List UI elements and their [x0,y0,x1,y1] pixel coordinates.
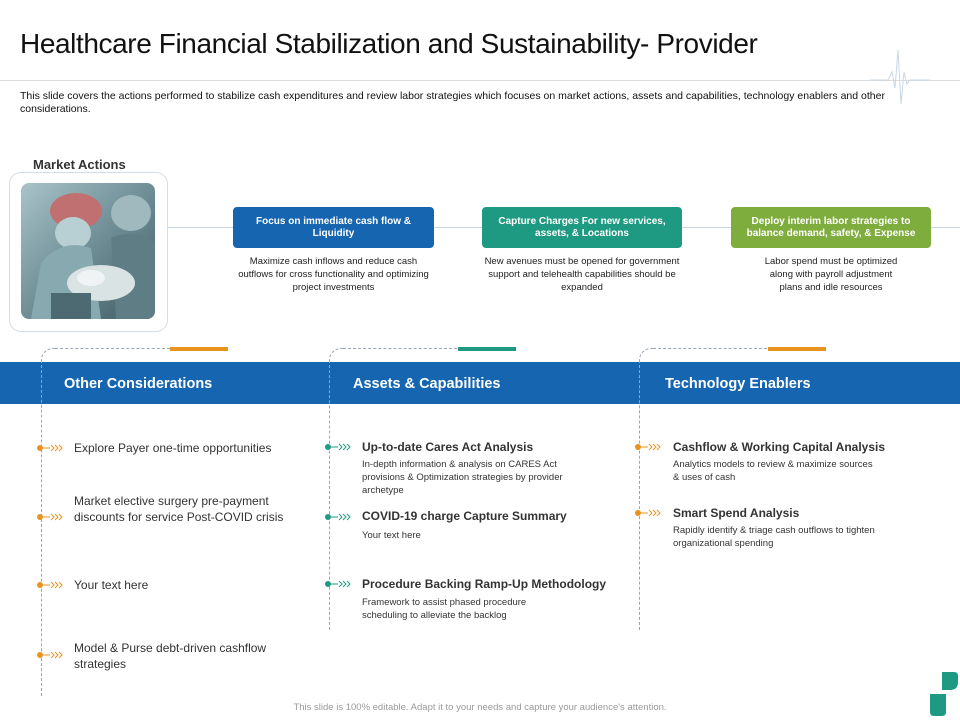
arrow-bullet-icon [324,512,354,522]
tech-item-text: Analytics models to review & maximize sources & uses of cash [673,459,873,483]
arrow-bullet-icon [324,442,354,452]
market-action-heading: Capture Charges For new services, assets, & Locations [498,215,666,239]
column-line [329,360,330,630]
tech-item-heading: Smart Spend Analysis [673,506,800,520]
market-actions-label: Market Actions [33,157,126,172]
assets-item-text: Framework to assist phased procedure scheduling to alleviate the backlog [362,597,527,621]
market-action-heading: Deploy interim labor strategies to balance demand, safety, & Expense [746,215,916,239]
market-action-heading: Focus on immediate cash flow & Liquidity [255,215,412,239]
surgery-photo [21,183,155,319]
market-action-box-1 [233,207,434,248]
other-item: Market elective surgery pre-payment discounts for service Post-COVID crisis [74,494,284,524]
arrow-bullet-icon [634,442,664,452]
arrow-bullet-icon [634,508,664,518]
arrow-bullet-icon [36,512,66,522]
connector-dash [653,348,767,349]
market-action-text: New avenues must be opened for government support and telehealth capabilities should be expanded [484,256,680,293]
footer-note: This slide is 100% editable. Adapt it to your needs and capture your audience's attention. [293,702,667,713]
tech-item-heading: Cashflow & Working Capital Analysis [673,440,886,454]
connector-corner [41,348,55,362]
column-title-tech: Technology Enablers [665,376,811,392]
assets-item-heading: Procedure Backing Ramp-Up Methodology [362,577,607,591]
brand-logo-icon [928,672,958,716]
column-line [639,360,640,630]
title-divider [0,80,960,81]
column-line [41,360,42,696]
market-action-box-2 [482,207,682,248]
assets-item-heading: Up-to-date Cares Act Analysis [362,440,534,454]
market-action-box-3 [731,207,931,248]
connector-corner [329,348,343,362]
column-title-other: Other Considerations [64,376,213,392]
assets-item-text: Your text here [362,530,421,541]
accent-bar-orange [768,347,826,351]
arrow-bullet-icon [324,579,354,589]
market-action-text: Labor spend must be optimized along with payroll adjustment plans and idle resources [764,256,898,293]
other-item: Explore Payer one-time opportunities [74,441,272,455]
connector-corner [639,348,653,362]
other-item: Model & Purse debt-driven cashflow strategies [74,641,267,671]
arrow-bullet-icon [36,443,66,453]
assets-item-text: In-depth information & analysis on CARES Act provisions & Optimization strategies by provider archetype [362,459,563,496]
column-title-assets: Assets & Capabilities [353,376,501,392]
page-title: Healthcare Financial Stabilization and Sustainability- Provider [20,28,758,59]
assets-item-heading: COVID-19 charge Capture Summary [362,509,567,523]
arrow-bullet-icon [36,580,66,590]
connector-dash [343,348,457,349]
slide-description: This slide covers the actions performed to stabilize cash expenditures and review labor strategies which focuses on market actions, assets and capabilities, technology enablers and other considerations. [20,90,885,115]
accent-bar-teal [458,347,516,351]
arrow-bullet-icon [36,650,66,660]
tech-item-text: Rapidly identify & triage cash outflows to tighten organizational spending [673,525,875,549]
accent-bar-orange [170,347,228,351]
other-item: Your text here [74,578,149,592]
market-action-text: Maximize cash inflows and reduce cash outflows for cross functionality and optimizing project investments [238,256,429,293]
connector-dash [55,348,170,349]
